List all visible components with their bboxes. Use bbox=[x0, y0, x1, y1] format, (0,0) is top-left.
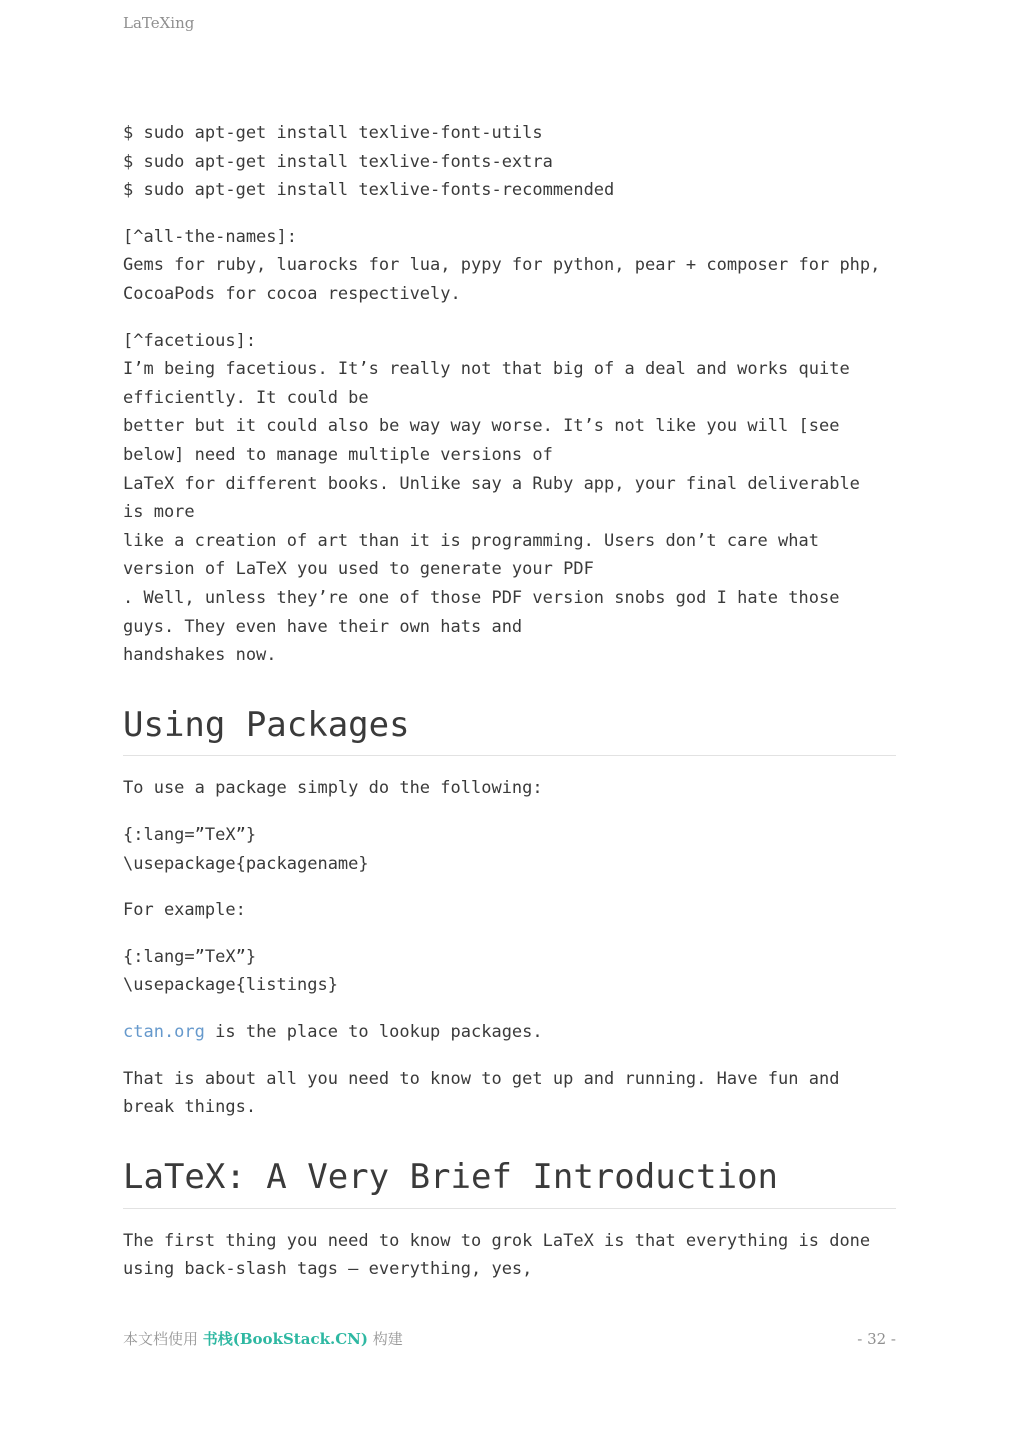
heading-divider bbox=[123, 755, 896, 756]
text-line: The first thing you need to know to grok LaTeX is that everything is done bbox=[123, 1230, 871, 1251]
text-line: \usepackage{listings} bbox=[123, 975, 338, 996]
text-line: better but it could also be way way worse. It’s not like you will [see bbox=[123, 416, 840, 437]
text-line: That is about all you need to know to get up and running. Have fun and bbox=[123, 1068, 840, 1089]
ctan-org-link[interactable]: ctan.org bbox=[123, 1022, 205, 1043]
paragraph-to-use bbox=[123, 774, 896, 803]
footer-prefix: 本文档使用 bbox=[123, 1330, 203, 1348]
code-block-listings bbox=[123, 943, 896, 1000]
text-line: efficiently. It could be bbox=[123, 387, 369, 408]
text-line: For example: bbox=[123, 900, 246, 921]
paragraph-for-example bbox=[123, 896, 896, 925]
bookstack-brand-link[interactable]: 书栈(BookStack.CN) bbox=[202, 1330, 368, 1348]
footer-suffix: 构建 bbox=[367, 1330, 403, 1348]
text-line: version of LaTeX you used to generate your PDF bbox=[123, 559, 594, 580]
paragraph-wrapup bbox=[123, 1065, 896, 1122]
text-line: \usepackage{packagename} bbox=[123, 853, 369, 874]
ctan-paragraph-text: is the place to lookup packages. bbox=[204, 1022, 543, 1043]
text-line bbox=[123, 1018, 896, 1047]
text-line: guys. They even have their own hats and bbox=[123, 616, 523, 637]
page-number: - 32 - bbox=[857, 1330, 896, 1348]
paragraph-ctan bbox=[123, 1018, 896, 1047]
text-line: [^facetious]: bbox=[123, 330, 257, 351]
text-line: {:lang=”TeX”} bbox=[123, 825, 257, 846]
text-line: break things. bbox=[123, 1097, 257, 1118]
text-line: LaTeX for different books. Unlike say a Ruby app, your final deliverable bbox=[123, 473, 860, 494]
document-content bbox=[123, 119, 896, 1302]
text-line: below] need to manage multiple versions of bbox=[123, 444, 553, 465]
heading-using-packages: Using Packages bbox=[123, 704, 410, 745]
code-block-usepackage bbox=[123, 821, 896, 878]
text-line: I’m being facetious. It’s really not that big of a deal and works quite bbox=[123, 359, 850, 380]
text-line: using back-slash tags — everything, yes, bbox=[123, 1259, 533, 1280]
text-line: like a creation of art than it is programming. Users don’t care what bbox=[123, 530, 819, 551]
text-line: . Well, unless they’re one of those PDF version snobs god I hate those bbox=[123, 587, 840, 608]
page-footer bbox=[123, 1328, 896, 1349]
paragraph-first-thing bbox=[123, 1227, 896, 1284]
text-line: [^all-the-names]: bbox=[123, 226, 297, 247]
heading-latex-intro: LaTeX: A Very Brief Introduction bbox=[123, 1156, 779, 1197]
text-line: $ sudo apt-get install texlive-fonts-recommended bbox=[123, 180, 615, 201]
text-line: {:lang=”TeX”} bbox=[123, 946, 257, 967]
footnote-all-the-names bbox=[123, 223, 896, 309]
text-line: To use a package simply do the following: bbox=[123, 778, 543, 799]
code-block-install bbox=[123, 119, 896, 205]
text-line: $ sudo apt-get install texlive-fonts-extra bbox=[123, 151, 553, 172]
text-line: is more bbox=[123, 502, 195, 523]
text-line: Gems for ruby, luarocks for lua, pypy for python, pear + composer for php, bbox=[123, 255, 881, 276]
footnote-facetious bbox=[123, 327, 896, 670]
text-line: $ sudo apt-get install texlive-font-utils bbox=[123, 123, 543, 143]
page-header-title: LaTeXing bbox=[123, 14, 195, 32]
text-line: CocoaPods for cocoa respectively. bbox=[123, 283, 461, 304]
footer-builder-note bbox=[123, 1328, 403, 1349]
text-line: handshakes now. bbox=[123, 645, 277, 666]
heading-divider bbox=[123, 1208, 896, 1209]
